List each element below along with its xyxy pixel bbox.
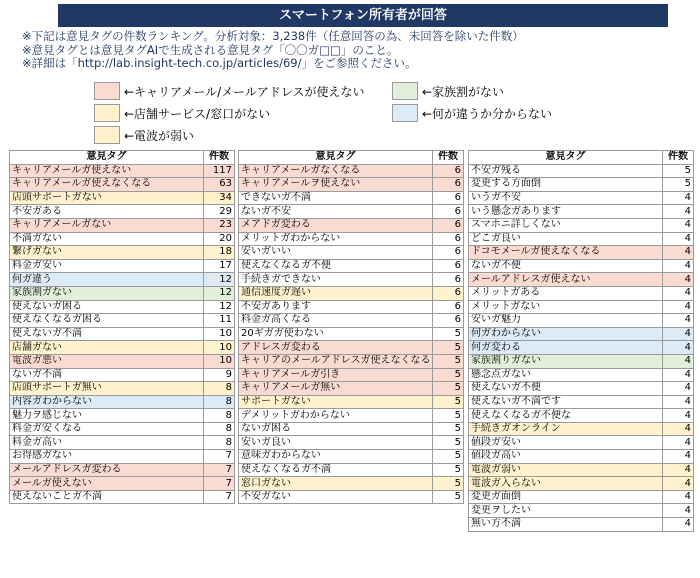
tag-cell: メールアドレスガ使えない <box>469 273 663 287</box>
count-cell: 4 <box>663 205 694 219</box>
table-row <box>469 273 694 287</box>
tag-cell: キャリアメールガなくなる <box>239 164 433 178</box>
count-cell: 4 <box>663 395 694 409</box>
tag-cell: 料金ガ安い <box>10 259 204 273</box>
legend-family <box>392 82 504 100</box>
count-cell: 6 <box>433 205 464 219</box>
table-row <box>10 463 235 477</box>
tag-cell: メリットガある <box>469 286 663 300</box>
count-cell: 5 <box>433 422 464 436</box>
count-cell: 63 <box>204 178 235 192</box>
table-row <box>239 327 464 341</box>
tag-cell: ないガ不便 <box>469 259 663 273</box>
tag-cell: 窓口ガない <box>239 477 433 491</box>
legend-swatch <box>392 104 418 122</box>
table-row <box>239 232 464 246</box>
tag-cell: 安いガ良い <box>239 436 433 450</box>
table-row <box>10 164 235 178</box>
legend-signal <box>94 126 194 144</box>
ranking-table-2 <box>238 150 464 504</box>
count-cell: 4 <box>663 341 694 355</box>
table-row <box>239 300 464 314</box>
tag-cell: 安いガいい <box>239 246 433 260</box>
table-row <box>469 504 694 518</box>
tag-cell: 意味ガわからない <box>239 450 433 464</box>
tag-cell: サポートガない <box>239 395 433 409</box>
count-cell: 8 <box>204 395 235 409</box>
tag-cell: 何ガ違う <box>10 273 204 287</box>
count-cell: 6 <box>433 286 464 300</box>
tag-cell: 20ギガガ使わない <box>239 327 433 341</box>
table-row <box>10 490 235 504</box>
table-row <box>469 191 694 205</box>
count-cell: 11 <box>204 314 235 328</box>
count-cell: 4 <box>663 300 694 314</box>
count-cell: 4 <box>663 246 694 260</box>
count-cell: 117 <box>204 164 235 178</box>
legend-label: ←何が違うか分からない <box>422 106 553 121</box>
tag-cell: 不満ガない <box>10 232 204 246</box>
table-row <box>10 422 235 436</box>
table-row <box>469 341 694 355</box>
table-row <box>469 232 694 246</box>
table-row <box>469 490 694 504</box>
count-cell: 12 <box>204 286 235 300</box>
note-line: ※下記は意見タグの件数ランキング。分析対象：3,238件（任意回答の為、未回答を除いた件数） <box>22 29 524 43</box>
table-row <box>239 205 464 219</box>
table-row <box>469 409 694 423</box>
tag-cell: 家族割りガない <box>469 354 663 368</box>
count-cell: 9 <box>204 368 235 382</box>
count-cell: 6 <box>433 273 464 287</box>
table-row <box>239 286 464 300</box>
count-cell: 8 <box>204 409 235 423</box>
header-count: 件数 <box>663 151 694 165</box>
legend-label: ←キャリアメール/メールアドレスが使えない <box>124 84 365 99</box>
count-cell: 29 <box>204 205 235 219</box>
table-row <box>239 259 464 273</box>
count-cell: 20 <box>204 232 235 246</box>
count-cell: 10 <box>204 327 235 341</box>
count-cell: 5 <box>433 436 464 450</box>
note-line: ※意見タグとは意見タグAIで生成される意見タグ「〇〇ガ□□」のこと。 <box>22 42 399 57</box>
count-cell: 8 <box>204 382 235 396</box>
table-row <box>469 218 694 232</box>
table-row <box>469 463 694 477</box>
count-cell: 5 <box>433 477 464 491</box>
table-row <box>239 354 464 368</box>
tag-cell: ないガ不安 <box>239 205 433 219</box>
table-row <box>10 409 235 423</box>
tag-cell: キャリアメールガ使えない <box>10 164 204 178</box>
count-cell: 4 <box>663 422 694 436</box>
table-row <box>10 178 235 192</box>
tag-cell: 不安ガ残る <box>469 164 663 178</box>
tag-cell: いうガ不安 <box>469 191 663 205</box>
count-cell: 6 <box>433 178 464 192</box>
count-cell: 4 <box>663 450 694 464</box>
tag-cell: 使えないガ不満 <box>10 327 204 341</box>
count-cell: 5 <box>433 490 464 504</box>
count-cell: 6 <box>433 300 464 314</box>
table-row <box>239 422 464 436</box>
count-cell: 7 <box>204 477 235 491</box>
count-cell: 5 <box>433 341 464 355</box>
count-cell: 5 <box>433 327 464 341</box>
tag-cell: 不安ガある <box>10 205 204 219</box>
count-cell: 7 <box>204 463 235 477</box>
tag-cell: メールガ使えない <box>10 477 204 491</box>
legend-label: ←店舗サービス/窓口がない <box>124 106 271 121</box>
count-cell: 5 <box>663 178 694 192</box>
count-cell: 4 <box>663 436 694 450</box>
tag-cell: 変更する方面倒 <box>469 178 663 192</box>
tag-cell: メリットガない <box>469 300 663 314</box>
note-line: ※詳細は「http://lab.insight-tech.co.jp/articles/69/」をご参照ください。 <box>22 56 417 70</box>
table-row <box>239 395 464 409</box>
table-row <box>10 286 235 300</box>
count-cell: 6 <box>433 314 464 328</box>
table-row <box>10 368 235 382</box>
tag-cell: 料金ガ高くなる <box>239 314 433 328</box>
tag-cell: キャリアメールヲ使えない <box>239 178 433 192</box>
tag-cell: 使えなくなるガ不便な <box>469 409 663 423</box>
tag-cell: 値段ガ高い <box>469 450 663 464</box>
legend-swatch <box>392 82 418 100</box>
table-row <box>10 395 235 409</box>
table-row <box>10 205 235 219</box>
table-row <box>10 273 235 287</box>
count-cell: 7 <box>204 450 235 464</box>
table-row <box>10 341 235 355</box>
table-row <box>239 463 464 477</box>
count-cell: 18 <box>204 246 235 260</box>
tag-cell: 変更ガ面倒 <box>469 490 663 504</box>
count-cell: 10 <box>204 354 235 368</box>
count-cell: 23 <box>204 218 235 232</box>
tag-cell: 手続きガできない <box>239 273 433 287</box>
table-row <box>239 178 464 192</box>
tag-cell: メリットガわからない <box>239 232 433 246</box>
table-row <box>469 205 694 219</box>
tag-cell: 店頭サポートガない <box>10 191 204 205</box>
count-cell: 4 <box>663 232 694 246</box>
tag-cell: 使えないガ不便 <box>469 382 663 396</box>
tag-cell: 安いガ魅力 <box>469 314 663 328</box>
tag-cell: 使えなくなるガ困る <box>10 314 204 328</box>
tag-cell: 使えないガ困る <box>10 300 204 314</box>
count-cell: 8 <box>204 436 235 450</box>
table-row <box>469 246 694 260</box>
tag-cell: 電波ガ弱い <box>469 463 663 477</box>
table-row <box>469 300 694 314</box>
table-row <box>469 327 694 341</box>
count-cell: 4 <box>663 273 694 287</box>
tag-cell: 通信速度ガ遅い <box>239 286 433 300</box>
tag-cell: 何ガわからない <box>469 327 663 341</box>
tag-cell: 値段ガ安い <box>469 436 663 450</box>
count-cell: 4 <box>663 504 694 518</box>
count-cell: 5 <box>433 450 464 464</box>
table-row <box>239 368 464 382</box>
count-cell: 12 <box>204 300 235 314</box>
table-row <box>239 450 464 464</box>
table-row <box>469 354 694 368</box>
count-cell: 4 <box>663 477 694 491</box>
count-cell: 4 <box>663 368 694 382</box>
table-row <box>239 409 464 423</box>
tag-cell: 手続きガオンライン <box>469 422 663 436</box>
tag-cell: 店舗ガない <box>10 341 204 355</box>
legend-shop <box>94 104 270 122</box>
table-row <box>10 300 235 314</box>
table-row <box>10 382 235 396</box>
table-row <box>469 382 694 396</box>
tag-cell: キャリアメールガない <box>10 218 204 232</box>
tag-cell: 使えなくなるガ不満 <box>239 463 433 477</box>
tag-cell: 不安ガあります <box>239 300 433 314</box>
table-row <box>239 273 464 287</box>
tag-cell: 家族割ガない <box>10 286 204 300</box>
table-row <box>469 395 694 409</box>
tag-cell: キャリアのメールアドレスガ使えなくなる <box>239 354 433 368</box>
tag-cell: どこガ良い <box>469 232 663 246</box>
count-cell: 5 <box>663 164 694 178</box>
count-cell: 6 <box>433 232 464 246</box>
table-row <box>239 218 464 232</box>
table-row <box>10 477 235 491</box>
tag-cell: 使えなくなるガ不便 <box>239 259 433 273</box>
tag-cell: 懸念点ガない <box>469 368 663 382</box>
legend-swatch <box>94 104 120 122</box>
count-cell: 4 <box>663 463 694 477</box>
count-cell: 5 <box>433 463 464 477</box>
legend-label: ←電波が弱い <box>124 128 195 143</box>
legend-swatch <box>94 126 120 144</box>
tag-cell: メールアドレスガ変わる <box>10 463 204 477</box>
count-cell: 4 <box>663 382 694 396</box>
table-row <box>10 218 235 232</box>
count-cell: 4 <box>663 218 694 232</box>
count-cell: 10 <box>204 341 235 355</box>
table-row <box>10 246 235 260</box>
count-cell: 5 <box>433 382 464 396</box>
tag-cell: できないガ不満 <box>239 191 433 205</box>
tag-cell: いう懸念ガあります <box>469 205 663 219</box>
tag-cell: 料金ガ高い <box>10 436 204 450</box>
tag-cell: キャリアメールガ無い <box>239 382 433 396</box>
table-row <box>10 314 235 328</box>
table-row <box>239 341 464 355</box>
header-count: 件数 <box>433 151 464 165</box>
count-cell: 7 <box>204 490 235 504</box>
tag-cell: 電波ガ悪い <box>10 354 204 368</box>
table-row <box>469 422 694 436</box>
tag-cell: キャリアメールガ引き <box>239 368 433 382</box>
legend-carrier <box>94 82 365 100</box>
count-cell: 12 <box>204 273 235 287</box>
tag-cell: 料金ガ安くなる <box>10 422 204 436</box>
tag-cell: アドレスガ変わる <box>239 341 433 355</box>
tag-cell: 電波ガ入らない <box>469 477 663 491</box>
tag-cell: メアドガ変わる <box>239 218 433 232</box>
tag-cell: 繋げガない <box>10 246 204 260</box>
count-cell: 4 <box>663 490 694 504</box>
tag-cell: 無い方不満 <box>469 518 663 532</box>
header-tag: 意見タグ <box>239 151 433 165</box>
count-cell: 6 <box>433 164 464 178</box>
count-cell: 5 <box>433 395 464 409</box>
header-count: 件数 <box>204 151 235 165</box>
tag-cell: 内容ガわからない <box>10 395 204 409</box>
table-row <box>469 314 694 328</box>
table-row <box>239 477 464 491</box>
table-row <box>239 382 464 396</box>
table-row <box>469 368 694 382</box>
count-cell: 6 <box>433 259 464 273</box>
count-cell: 4 <box>663 259 694 273</box>
tag-cell: お得感ガない <box>10 450 204 464</box>
table-row <box>469 436 694 450</box>
count-cell: 5 <box>433 368 464 382</box>
table-row <box>10 450 235 464</box>
count-cell: 6 <box>433 246 464 260</box>
tag-cell: 店頭サポートガ無い <box>10 382 204 396</box>
table-row <box>469 477 694 491</box>
count-cell: 5 <box>433 354 464 368</box>
table-row <box>469 518 694 532</box>
table-row <box>469 286 694 300</box>
table-row <box>10 191 235 205</box>
count-cell: 4 <box>663 518 694 532</box>
tag-cell: 不安ガない <box>239 490 433 504</box>
count-cell: 6 <box>433 218 464 232</box>
page-title: スマートフォン所有者が回答 <box>58 4 668 27</box>
count-cell: 8 <box>204 422 235 436</box>
legend-unknown <box>392 104 552 122</box>
header-tag: 意見タグ <box>469 151 663 165</box>
tag-cell: ドコモメールガ使えなくなる <box>469 246 663 260</box>
count-cell: 6 <box>433 191 464 205</box>
table-row <box>469 450 694 464</box>
tag-cell: ないガ不満 <box>10 368 204 382</box>
count-cell: 4 <box>663 314 694 328</box>
tag-cell: デメリットガわからない <box>239 409 433 423</box>
tag-cell: 何ガ変わる <box>469 341 663 355</box>
table-row <box>469 259 694 273</box>
count-cell: 34 <box>204 191 235 205</box>
tag-cell: 変更ヲしたい <box>469 504 663 518</box>
count-cell: 4 <box>663 327 694 341</box>
tag-cell: 使えないことガ不満 <box>10 490 204 504</box>
table-row <box>10 259 235 273</box>
count-cell: 4 <box>663 191 694 205</box>
table-row <box>10 232 235 246</box>
count-cell: 4 <box>663 354 694 368</box>
ranking-table-1 <box>9 150 235 504</box>
tag-cell: ないガ困る <box>239 422 433 436</box>
table-row <box>239 164 464 178</box>
count-cell: 5 <box>433 409 464 423</box>
table-row <box>469 178 694 192</box>
table-row <box>10 354 235 368</box>
table-row <box>10 327 235 341</box>
tag-cell: 魅力ヲ感じない <box>10 409 204 423</box>
tag-cell: スマホニ詳しくない <box>469 218 663 232</box>
table-row <box>10 436 235 450</box>
table-row <box>239 191 464 205</box>
legend-swatch <box>94 82 120 100</box>
table-row <box>239 314 464 328</box>
table-row <box>469 164 694 178</box>
ranking-table-3 <box>468 150 694 532</box>
legend-label: ←家族割がない <box>422 84 505 99</box>
table-row <box>239 246 464 260</box>
notes <box>22 30 524 71</box>
count-cell: 17 <box>204 259 235 273</box>
count-cell: 4 <box>663 409 694 423</box>
header-tag: 意見タグ <box>10 151 204 165</box>
tag-cell: 使えないガ不満です <box>469 395 663 409</box>
tag-cell: キャリアメールガ使えなくなる <box>10 178 204 192</box>
count-cell: 4 <box>663 286 694 300</box>
table-row <box>239 490 464 504</box>
table-row <box>239 436 464 450</box>
